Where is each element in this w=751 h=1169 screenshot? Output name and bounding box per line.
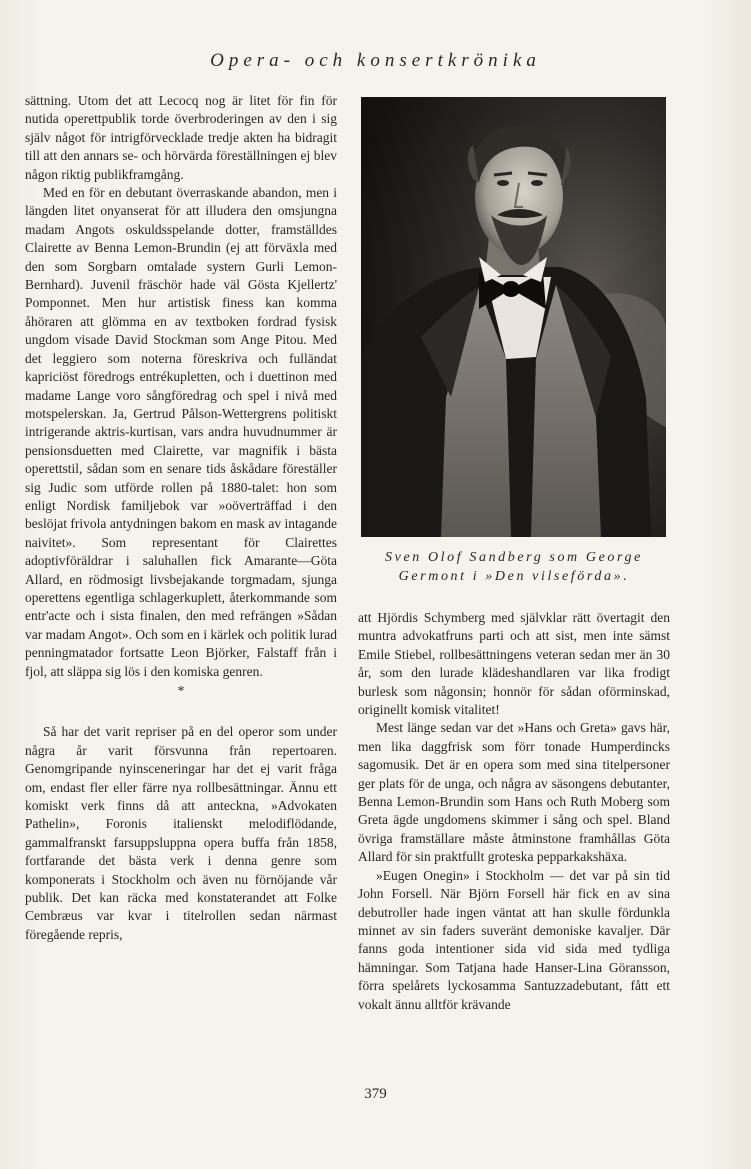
left-column [25,92,337,944]
portrait-photo [361,97,666,537]
page-number: 379 [364,1086,387,1102]
running-head: Opera- och konsertkrönika [210,50,541,71]
paragraph: Mest länge sedan var det »Hans och Greta» gavs här, men lika daggfrisk som förr tonade Humperdincks sagomusik. Det är en opera som med sina titelpersoner ger plats för de unga, och några av säsongens debutanter, Benna Lemon-Brundin som Hans och Ruth Moberg som Greta ägde ungdomens skimmer i sång och spel. Bland övriga framställare måste åtminstone framhållas Göta Allard för sin praktfullt groteska pepparkakshäxa. [358,720,670,865]
portrait-illustration [361,97,666,537]
paragraph: »Eugen Onegin» i Stockholm — det var på sin tid John Forsell. När Björn Forsell här fick en av sina debutroller hade ingen väntat att han skulle fördunkla minnet av sin faders suveränt demoniske kavaljer. Där fanns goda intentioner sida vid sida med tydliga hämningar. Som Tatjana hade Hanser-Lina Göransson, förra spelårets lyckosamma Santuzzadebutant, fått ett vokalt ännu alltför krävande [358,867,670,1012]
paragraph: Med en för en debutant överraskande abandon, men i längden litet onyanserat för att illudera den omsjungna madam Angots oskuldsspelande dotter, framställdes Clairette av Benna Lemon-Brundin (ej att förväxla med den som Sorgbarn omtalade systern Gurli Lemon-Bernhard). Juvenil fräschör hade väl Gösta Kjellertz' Pomponnet. Men hur artistisk finess kan komma åhöraren att glömma en av textboken fordrad fysisk ungdom visade David Stockman som Ange Pitou. Med det leggiero som noterna föreskriva och fulländat kapriciöst föredrogs entrékupletten, och i duettinon med madame Lange voro sångföredrag och spel i nivå med motspelerskan. Ja, Gertrud Pålson-Wettergrens politiskt intrigerande aktris-kurtisan, vars andra huvudnummer är pensionsduetten med Clairette, var magnifik i bästa operettstil, sådan som en senare tids åskådare föreställer sig Judic som utförde rollen på 1880-talet: hon som enligt Nordisk familjebok var »oöverträffad i den beslöjat frivola antydningen bakom en mask av intagande naivitet». Som representant för Clairettes adoptivföräldrar i saluhallen fick Amarante—Göta Allard, en rödmosigt livsbejakande torgmadam, sjunga operettens egentliga schlagerkuplett, återkommande som entr'acte och i sista finalen, den med refrängen »Sådan var madam Angot». Och som en i kärlek och politik lurad penningmatador fortsatte Leon Björker, Falstaff från i fjol, att släppa sig lös i den komiska genren. [25,185,337,679]
paragraph: Så har det varit repriser på en del operor som under några år varit försvunna från repertoaren. Genomgripande nyinsceneringar har det ej varit fråga om, endast fler eller färre nya rollbesättningar. Ännu ett komiskt verk finns då att anteckna, »Advokaten Pathelin», Foronis italienskt melodiflödande, gammalfranskt farsuppsluppna opera buffa från 1858, fortfarande det bästa verk i denna genre som komponerats i Stockholm och även nu förnöjande vår publik. Det kan räcka med konstaterandet att Folke Cembræus var kvar i titelrollen sedan närmast föregående repris, [25,724,337,942]
paragraph: att Hjördis Schymberg med självklar rätt övertagit den muntra advokatfruns parti och att sist, men inte sämst Emile Stiebel, rollbesättningens veteran sedan mer än 30 år, som den lurade klädeshandlaren var lika frodigt burlesk som någonsin; honnör för sådan oförminskad, originellt komisk vitalitet! [358,610,670,718]
section-separator: * [177,684,185,699]
paragraph: sättning. Utom det att Lecocq nog är litet för fin för nutida operettpublik torde överbroderingen av den i sig själv något för intrigförvecklade tredje akten ha bidragit till att den annars se- och hörvärda föreställningen ej blev någon riktig publikframgång. [25,93,337,182]
photo-caption: Sven Olof Sandberg som George Germont i »Den vilseförda». [385,550,643,584]
right-column [358,609,670,1014]
